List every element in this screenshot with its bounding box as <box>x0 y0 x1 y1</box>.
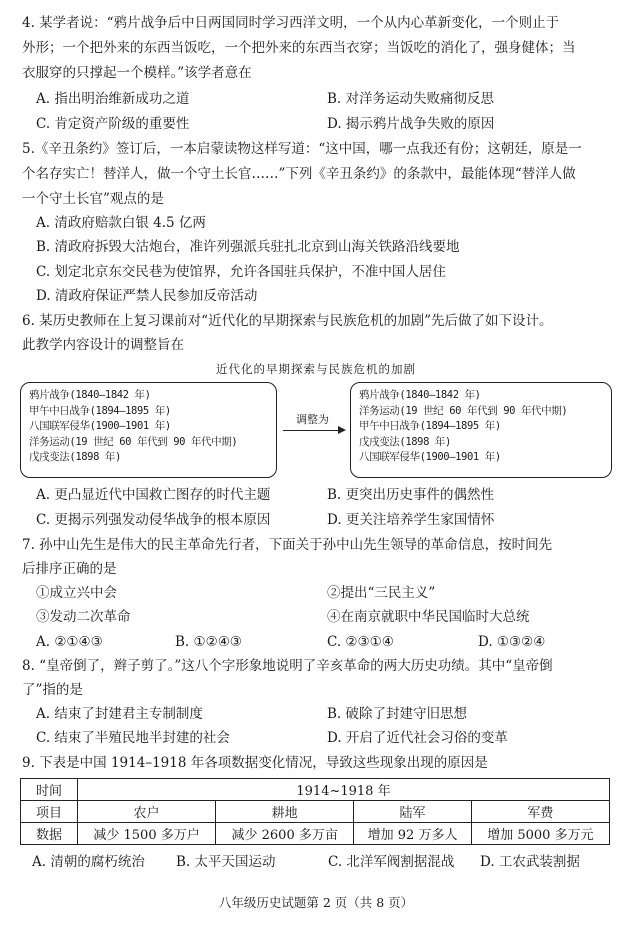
q6-original-order-box <box>20 382 277 478</box>
table-cell: 增加 5000 多万元 <box>471 823 609 845</box>
q5-line-1: 5.《辛丑条约》签订后，一本启蒙读物这样写道：“这中国，哪一点我还有份；这朝廷，原是一 <box>22 141 582 157</box>
q6-arrow-head-icon <box>338 426 346 434</box>
q8-option-a: A. 结束了封建君主专制制度 <box>36 706 203 722</box>
q6-right-item: 戊戌变法(1898 年) <box>359 435 451 448</box>
q7-line-1: 7. 孙中山先生是伟大的民主革命先行者，下面关于孙中山先生领导的革命信息，按时间先 <box>22 537 553 553</box>
table-cell: 数据 <box>21 823 78 845</box>
q7-item-3: ③发动二次革命 <box>36 609 131 625</box>
q6-right-item: 甲午中日战争(1894–1895 年) <box>359 420 501 433</box>
q4-line-2: 外形；一个把外来的东西当饭吃，一个把外来的东西当衣穿；当饭吃的消化了，强身健体；当 <box>22 40 576 56</box>
q9-data-table <box>20 778 610 845</box>
q9-line-1: 9. 下表是中国 1914–1918 年各项数据变化情况，导致这些现象出现的原因是 <box>22 755 488 771</box>
q4-line-3: 衣服穿的只撑起一个模样。”该学者意在 <box>22 65 252 81</box>
q8-option-c: C. 结束了半殖民地半封建的社会 <box>36 730 230 746</box>
q9-option-c: C. 北洋军阀割据混战 <box>328 854 455 870</box>
q7-option-b: B. ①②④③ <box>175 634 242 650</box>
q5-option-b: B. 清政府拆毁大沽炮台，准许列强派兵驻扎北京到山海关铁路沿线要地 <box>36 239 460 255</box>
q9-option-d: D. 工农武装割据 <box>480 854 580 870</box>
q8-line-2: 了”指的是 <box>22 682 83 698</box>
q7-item-4: ④在南京就职中华民国临时大总统 <box>327 609 530 625</box>
q6-option-c: C. 更揭示列强发动侵华战争的根本原因 <box>36 512 271 528</box>
page-footer: 八年级历史试题第 2 页（共 8 页） <box>218 895 414 910</box>
q6-left-item: 鸦片战争(1840–1842 年) <box>29 389 151 401</box>
q4-option-d: D. 揭示鸦片战争失败的原因 <box>327 116 495 132</box>
q9-option-a: A. 清朝的腐朽统治 <box>32 854 145 870</box>
q6-left-item: 甲午中日战争(1894–1895 年) <box>29 404 171 417</box>
table-cell: 1914~1918 年 <box>78 779 610 801</box>
q6-diagram-caption: 近代化的早期探索与民族危机的加剧 <box>216 362 416 376</box>
q6-line-1: 6. 某历史教师在上复习课前对“近代化的早期探索与民族危机的加剧”先后做了如下设计。 <box>22 313 553 329</box>
table-cell: 增加 92 万多人 <box>354 823 472 845</box>
q5-line-2: 个名存实亡！替洋人，做一个守土长官……”下列《辛丑条约》的条款中，最能体现“替洋人做 <box>22 166 576 182</box>
q4-option-b: B. 对洋务运动失败痛彻反思 <box>327 91 495 107</box>
q5-option-d: D. 清政府保证严禁人民参加反帝活动 <box>36 288 258 304</box>
table-cell: 农户 <box>78 801 216 823</box>
q8-line-1: 8. “皇帝倒了，辫子剪了。”这八个字形象地说明了辛亥革命的两大历史功绩。其中“皇帝倒 <box>22 658 553 674</box>
q6-right-item: 八国联军侵华(1900–1901 年) <box>359 451 501 464</box>
q7-item-2: ②提出“三民主义” <box>327 585 436 601</box>
q7-option-c: C. ②③①④ <box>327 634 394 650</box>
q4-line-1: 4. 某学者说：“鸦片战争后中日两国同时学习西洋文明，一个从内心革新变化，一个则止于 <box>22 15 560 31</box>
q5-line-3: 一个守土长官”观点的是 <box>22 191 164 207</box>
q5-option-c: C. 划定北京东交民巷为使馆界，允许各国驻兵保护，不准中国人居住 <box>36 264 446 280</box>
table-row <box>21 823 610 845</box>
q6-right-item: 鸦片战争(1840–1842 年) <box>359 389 481 401</box>
q6-option-b: B. 更突出历史事件的偶然性 <box>327 487 495 503</box>
table-row <box>21 801 610 823</box>
table-cell: 项目 <box>21 801 78 823</box>
table-cell: 减少 2600 多万亩 <box>216 823 354 845</box>
q8-option-d: D. 开启了近代社会习俗的变革 <box>327 730 508 746</box>
q6-option-d: D. 更关注培养学生家国情怀 <box>327 512 495 528</box>
q6-left-item: 八国联军侵华(1900–1901 年) <box>29 420 171 433</box>
q7-option-d: D. ①③②④ <box>478 634 546 650</box>
q7-item-1: ①成立兴中会 <box>36 585 117 601</box>
table-cell: 军费 <box>471 801 609 823</box>
q5-option-a: A. 清政府赔款白银 4.5 亿两 <box>36 215 206 231</box>
q6-line-2: 此教学内容设计的调整旨在 <box>22 337 184 353</box>
q4-option-a: A. 指出明治维新成功之道 <box>36 91 190 107</box>
table-cell: 减少 1500 多万户 <box>78 823 216 845</box>
q6-option-a: A. 更凸显近代中国救亡图存的时代主题 <box>36 487 271 503</box>
table-cell: 陆军 <box>354 801 472 823</box>
q6-arrow-line <box>283 430 339 431</box>
q6-left-item: 戊戌变法(1898 年) <box>29 451 121 464</box>
q6-right-item: 洋务运动(19 世纪 60 年代到 90 年代中期) <box>359 404 568 417</box>
q4-option-c: C. 肯定资产阶级的重要性 <box>36 116 190 132</box>
table-cell: 耕地 <box>216 801 354 823</box>
q7-line-2: 后排序正确的是 <box>22 561 117 577</box>
q7-option-a: A. ②①④③ <box>36 634 103 650</box>
q8-option-b: B. 破除了封建守旧思想 <box>327 706 468 722</box>
table-row <box>21 779 610 801</box>
q9-option-b: B. 太平天国运动 <box>176 854 276 870</box>
table-cell: 时间 <box>21 779 78 801</box>
q6-adjusted-order-box <box>350 382 612 478</box>
q6-left-item: 洋务运动(19 世纪 60 年代到 90 年代中期) <box>29 435 238 448</box>
q6-arrow-label: 调整为 <box>296 413 329 426</box>
